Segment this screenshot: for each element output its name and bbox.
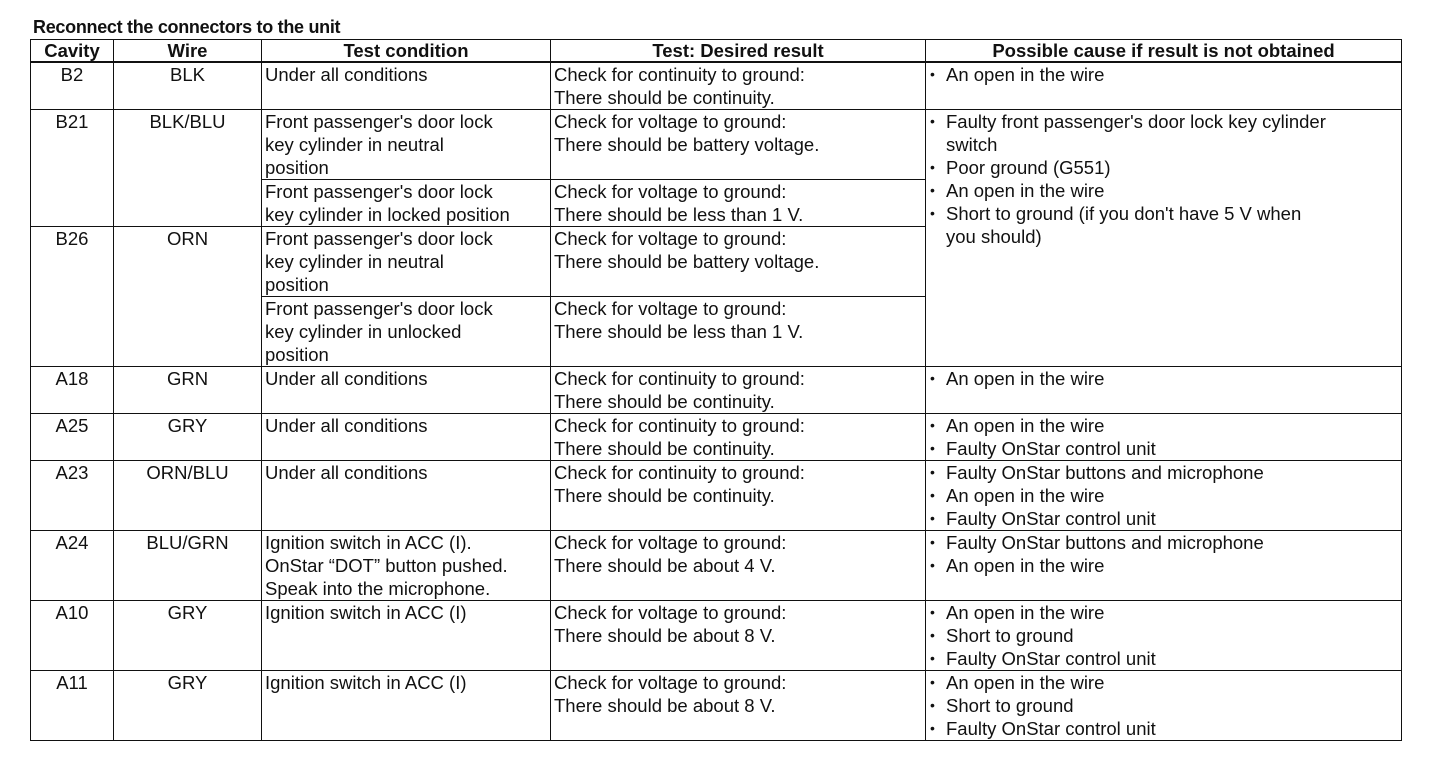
text-line: • Short to ground <box>946 695 1074 716</box>
cause-list <box>929 367 1398 390</box>
text-line: There should be about 8 V. <box>554 695 776 716</box>
text-line: • An open in the wire <box>946 415 1105 436</box>
table-row <box>31 601 1402 671</box>
table-row <box>31 531 1402 601</box>
text-line: Check for continuity to ground: <box>554 415 805 436</box>
desired-result-cell <box>551 62 926 110</box>
desired-result-cell <box>551 110 926 180</box>
text-line: key cylinder in unlocked <box>265 321 462 342</box>
desired-result-cell <box>551 367 926 414</box>
text-line: There should be continuity. <box>554 438 775 459</box>
cause-list <box>929 110 1398 248</box>
cause-item <box>929 367 1398 390</box>
text-line: There should be less than 1 V. <box>554 204 804 225</box>
text-line: Check for continuity to ground: <box>554 462 805 483</box>
text-line: • Poor ground (G551) <box>946 157 1111 178</box>
cause-item <box>929 647 1398 670</box>
wire-cell: BLU/GRN <box>114 531 262 601</box>
cavity-cell: A10 <box>31 601 114 671</box>
text-line: • Short to ground (if you don't have 5 V when <box>946 203 1302 224</box>
text-line: position <box>265 274 329 295</box>
possible-cause-cell <box>926 414 1402 461</box>
test-condition-cell <box>262 531 551 601</box>
cause-item <box>929 717 1398 740</box>
text-line: There should be continuity. <box>554 485 775 506</box>
text-line: Check for voltage to ground: <box>554 602 787 623</box>
wire-cell: GRY <box>114 671 262 741</box>
text-line: There should be continuity. <box>554 391 775 412</box>
wire-cell: ORN <box>114 227 262 367</box>
test-condition-cell <box>262 110 551 180</box>
text-line: There should be battery voltage. <box>554 134 820 155</box>
text-line: Under all conditions <box>265 415 428 436</box>
possible-cause-cell <box>926 531 1402 601</box>
text-line: Ignition switch in ACC (I) <box>265 672 467 693</box>
text-line: There should be about 8 V. <box>554 625 776 646</box>
text-line: Check for voltage to ground: <box>554 181 787 202</box>
cause-item <box>929 624 1398 647</box>
text-line: • An open in the wire <box>946 180 1105 201</box>
text-line: Front passenger's door lock <box>265 228 493 249</box>
text-line: Check for voltage to ground: <box>554 672 787 693</box>
header-row <box>31 40 1402 63</box>
text-line: Check for continuity to ground: <box>554 368 805 389</box>
cavity-cell: A24 <box>31 531 114 601</box>
cause-item <box>929 484 1398 507</box>
cause-item <box>929 507 1398 530</box>
diagnostic-table <box>30 39 1402 741</box>
cause-list <box>929 414 1398 460</box>
cause-list <box>929 461 1398 530</box>
table-row <box>31 62 1402 110</box>
desired-result-cell <box>551 671 926 741</box>
wire-cell: GRY <box>114 601 262 671</box>
test-condition-cell <box>262 601 551 671</box>
text-line: There should be battery voltage. <box>554 251 820 272</box>
text-line: • An open in the wire <box>946 64 1105 85</box>
desired-result-cell <box>551 414 926 461</box>
text-line: Front passenger's door lock <box>265 298 493 319</box>
cause-item <box>929 414 1398 437</box>
header-wire: Wire <box>114 40 262 63</box>
text-line: Check for voltage to ground: <box>554 111 787 132</box>
cavity-cell: A25 <box>31 414 114 461</box>
cause-list <box>929 63 1398 86</box>
cause-item <box>929 554 1398 577</box>
wire-cell: ORN/BLU <box>114 461 262 531</box>
cause-item <box>929 437 1398 460</box>
text-line: switch <box>946 134 998 155</box>
text-line: Check for voltage to ground: <box>554 532 787 553</box>
desired-result-cell <box>551 531 926 601</box>
text-line: • Faulty OnStar control unit <box>946 508 1156 529</box>
text-line: There should be about 4 V. <box>554 555 776 576</box>
possible-cause-cell <box>926 367 1402 414</box>
test-condition-cell <box>262 227 551 297</box>
text-line: position <box>265 344 329 365</box>
text-line: Check for voltage to ground: <box>554 228 787 249</box>
text-line: position <box>265 157 329 178</box>
cause-item <box>929 179 1398 202</box>
header-possible-cause: Possible cause if result is not obtained <box>926 40 1402 63</box>
test-condition-cell <box>262 297 551 367</box>
cavity-cell: A18 <box>31 367 114 414</box>
text-line: OnStar “DOT” button pushed. <box>265 555 508 576</box>
text-line: • Faulty OnStar control unit <box>946 718 1156 739</box>
table-row <box>31 110 1402 180</box>
text-line: Under all conditions <box>265 462 428 483</box>
cavity-cell: B2 <box>31 62 114 110</box>
text-line: • Faulty OnStar buttons and microphone <box>946 532 1264 553</box>
desired-result-cell <box>551 601 926 671</box>
cavity-cell: A23 <box>31 461 114 531</box>
text-line: you should) <box>946 226 1042 247</box>
possible-cause-cell <box>926 110 1402 367</box>
wire-cell: BLK/BLU <box>114 110 262 227</box>
cause-item <box>929 531 1398 554</box>
text-line: There should be continuity. <box>554 87 775 108</box>
text-line: Check for voltage to ground: <box>554 298 787 319</box>
text-line: • An open in the wire <box>946 672 1105 693</box>
table-body <box>31 62 1402 741</box>
possible-cause-cell <box>926 671 1402 741</box>
text-line: Ignition switch in ACC (I). <box>265 532 472 553</box>
desired-result-cell <box>551 180 926 227</box>
table-row <box>31 367 1402 414</box>
page-title: Reconnect the connectors to the unit <box>33 17 341 37</box>
wire-cell: BLK <box>114 62 262 110</box>
test-condition-cell <box>262 671 551 741</box>
cause-item <box>929 63 1398 86</box>
table-row <box>31 414 1402 461</box>
text-line: Speak into the microphone. <box>265 578 491 599</box>
cavity-cell: A11 <box>31 671 114 741</box>
wire-cell: GRY <box>114 414 262 461</box>
text-line: Under all conditions <box>265 64 428 85</box>
text-line: • Faulty OnStar buttons and microphone <box>946 462 1264 483</box>
possible-cause-cell <box>926 601 1402 671</box>
cause-item <box>929 110 1398 156</box>
table-row <box>31 671 1402 741</box>
text-line: key cylinder in neutral <box>265 251 444 272</box>
header-test-condition: Test condition <box>262 40 551 63</box>
desired-result-cell <box>551 227 926 297</box>
cause-list <box>929 601 1398 670</box>
text-line: • Faulty OnStar control unit <box>946 648 1156 669</box>
test-condition-cell <box>262 414 551 461</box>
text-line: • An open in the wire <box>946 368 1105 389</box>
desired-result-cell <box>551 461 926 531</box>
test-condition-cell <box>262 62 551 110</box>
header-desired-result: Test: Desired result <box>551 40 926 63</box>
cause-item <box>929 156 1398 179</box>
cause-list <box>929 671 1398 740</box>
table-row <box>31 461 1402 531</box>
text-line: Ignition switch in ACC (I) <box>265 602 467 623</box>
text-line: Check for continuity to ground: <box>554 64 805 85</box>
test-condition-cell <box>262 180 551 227</box>
cause-item <box>929 601 1398 624</box>
wire-cell: GRN <box>114 367 262 414</box>
desired-result-cell <box>551 297 926 367</box>
cavity-cell: B26 <box>31 227 114 367</box>
cause-list <box>929 531 1398 577</box>
text-line: • An open in the wire <box>946 602 1105 623</box>
text-line: • Short to ground <box>946 625 1074 646</box>
possible-cause-cell <box>926 62 1402 110</box>
text-line: key cylinder in locked position <box>265 204 510 225</box>
header-cavity: Cavity <box>31 40 114 63</box>
text-line: • An open in the wire <box>946 555 1105 576</box>
cause-item <box>929 202 1398 248</box>
possible-cause-cell <box>926 461 1402 531</box>
text-line: Front passenger's door lock <box>265 111 493 132</box>
text-line: • Faulty front passenger's door lock key cylinder <box>946 111 1326 132</box>
test-condition-cell <box>262 461 551 531</box>
cause-item <box>929 671 1398 694</box>
cause-item <box>929 461 1398 484</box>
text-line: • Faulty OnStar control unit <box>946 438 1156 459</box>
text-line: There should be less than 1 V. <box>554 321 804 342</box>
cavity-cell: B21 <box>31 110 114 227</box>
cause-item <box>929 694 1398 717</box>
text-line: key cylinder in neutral <box>265 134 444 155</box>
text-line: Under all conditions <box>265 368 428 389</box>
text-line: • An open in the wire <box>946 485 1105 506</box>
test-condition-cell <box>262 367 551 414</box>
text-line: Front passenger's door lock <box>265 181 493 202</box>
